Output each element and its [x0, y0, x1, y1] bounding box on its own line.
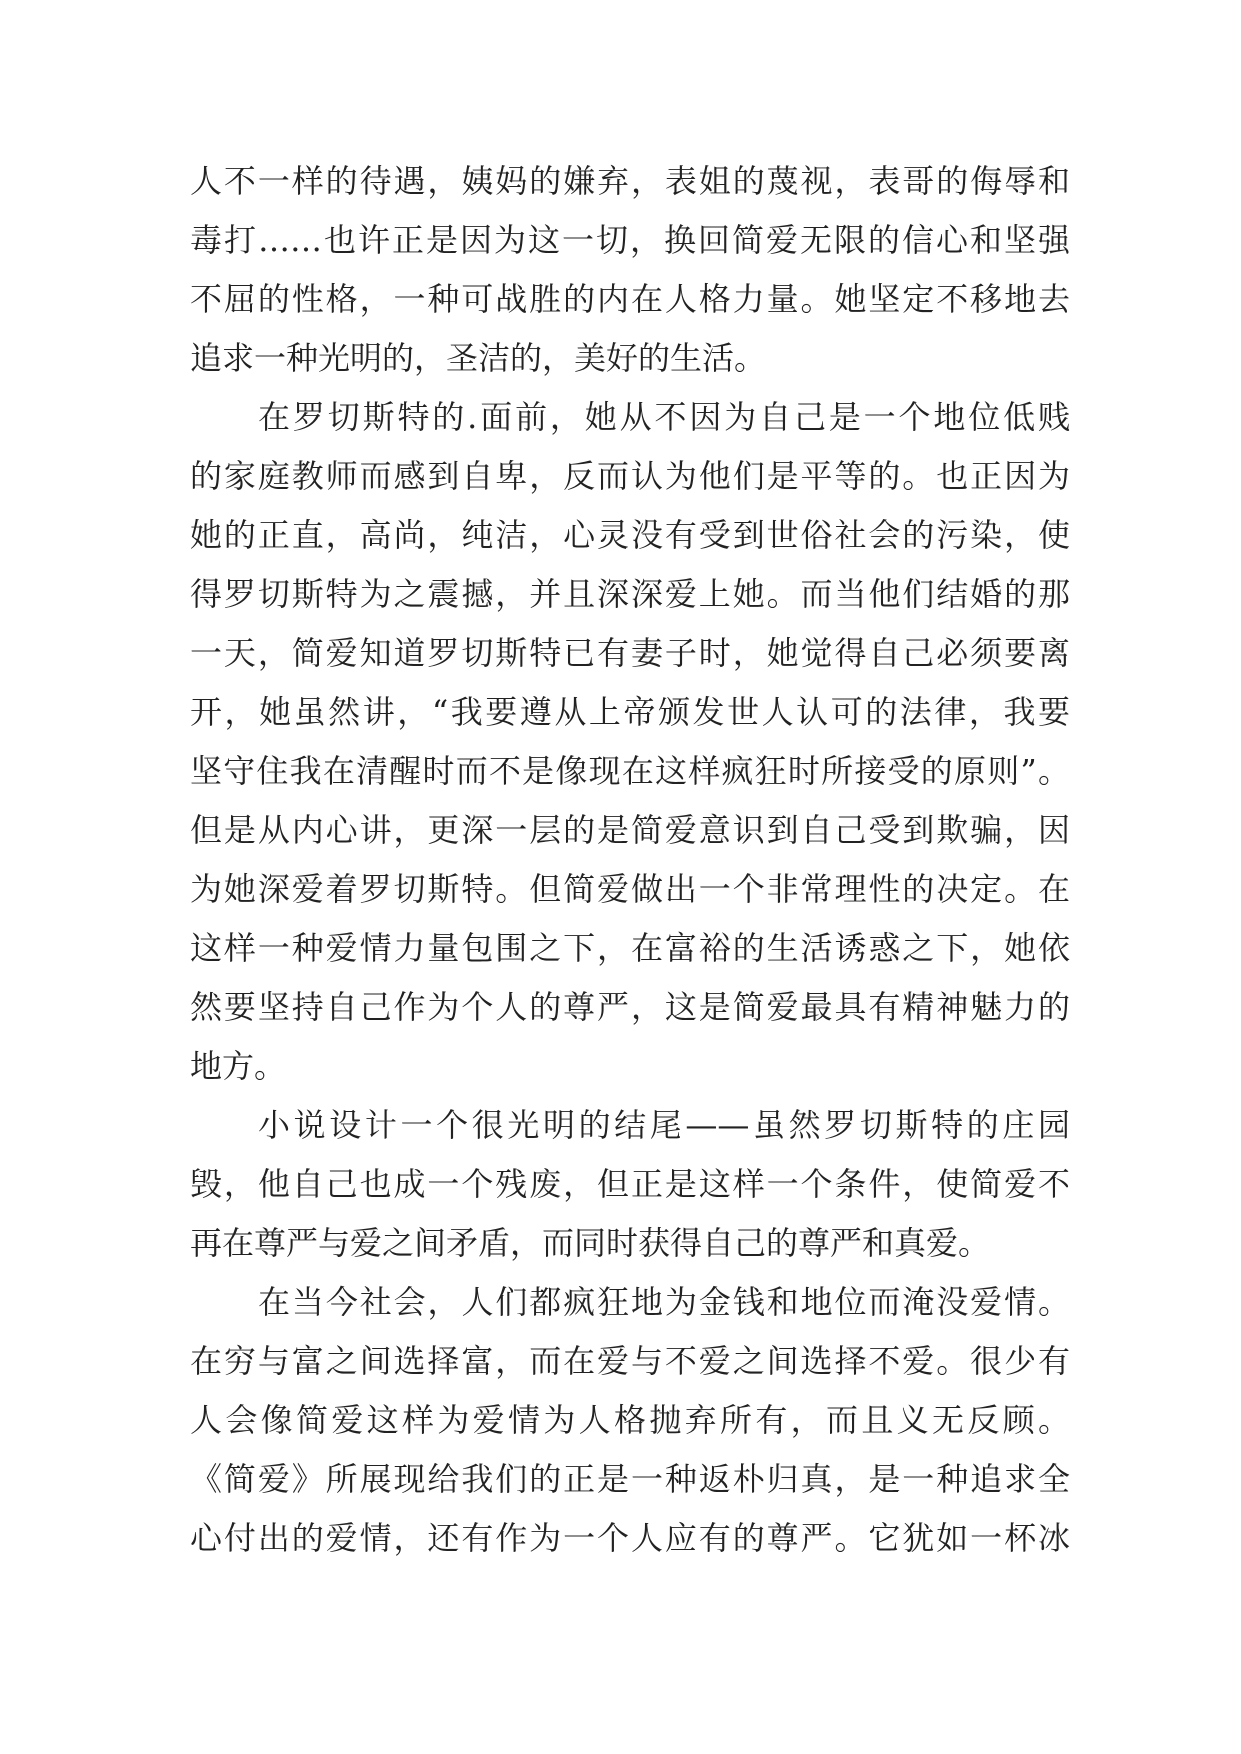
text-line: 一天，简爱知道罗切斯特已有妻子时，她觉得自己必须要离	[190, 634, 1070, 672]
text-line: 得罗切斯特为之震撼，并且深深爱上她。而当他们结婚的那	[190, 575, 1070, 613]
text-line: 《简爱》所展现给我们的正是一种返朴归真，是一种追求全	[190, 1460, 1070, 1498]
body-text	[190, 152, 1070, 1568]
text-line: 心付出的爱情，还有作为一个人应有的尊严。它犹如一杯冰	[190, 1519, 1070, 1557]
text-line: 她的正直，高尚，纯洁，心灵没有受到世俗社会的污染，使	[190, 516, 1070, 554]
text-line: 在穷与富之间选择富，而在爱与不爱之间选择不爱。很少有	[190, 1342, 1070, 1380]
text-line: 开，她虽然讲，“我要遵从上帝颁发世人认可的法律，我要	[190, 693, 1070, 731]
text-line: 为她深爱着罗切斯特。但简爱做出一个非常理性的决定。在	[190, 870, 1070, 908]
text-line: 毁，他自己也成一个残废，但正是这样一个条件，使简爱不	[190, 1165, 1070, 1203]
text-line: 地方。	[190, 1047, 287, 1085]
text-line: 在当今社会，人们都疯狂地为金钱和地位而淹没爱情。	[258, 1283, 1070, 1321]
text-line: 毒打……也许正是因为这一切，换回简爱无限的信心和坚强	[190, 221, 1070, 259]
text-line: 不屈的性格，一种可战胜的内在人格力量。她坚定不移地去	[190, 280, 1070, 318]
text-line: 人不一样的待遇，姨妈的嫌弃，表姐的蔑视，表哥的侮辱和	[190, 162, 1070, 200]
text-line: 然要坚持自己作为个人的尊严，这是简爱最具有精神魅力的	[190, 988, 1070, 1026]
text-line: 再在尊严与爱之间矛盾，而同时获得自己的尊严和真爱。	[190, 1224, 991, 1262]
text-line: 追求一种光明的，圣洁的，美好的生活。	[190, 339, 767, 377]
text-line: 这样一种爱情力量包围之下，在富裕的生活诱惑之下，她依	[190, 929, 1070, 967]
text-line: 的家庭教师而感到自卑，反而认为他们是平等的。也正因为	[190, 457, 1070, 495]
text-line: 小说设计一个很光明的结尾——虽然罗切斯特的庄园	[258, 1106, 1070, 1144]
text-line: 人会像简爱这样为爱情为人格抛弃所有，而且义无反顾。	[190, 1401, 1070, 1439]
text-line: 但是从内心讲，更深一层的是简爱意识到自己受到欺骗，因	[190, 811, 1070, 849]
text-line: 在罗切斯特的.面前，她从不因为自己是一个地位低贱	[258, 398, 1070, 436]
text-line: 坚守住我在清醒时而不是像现在这样疯狂时所接受的原则”。	[190, 752, 1070, 790]
